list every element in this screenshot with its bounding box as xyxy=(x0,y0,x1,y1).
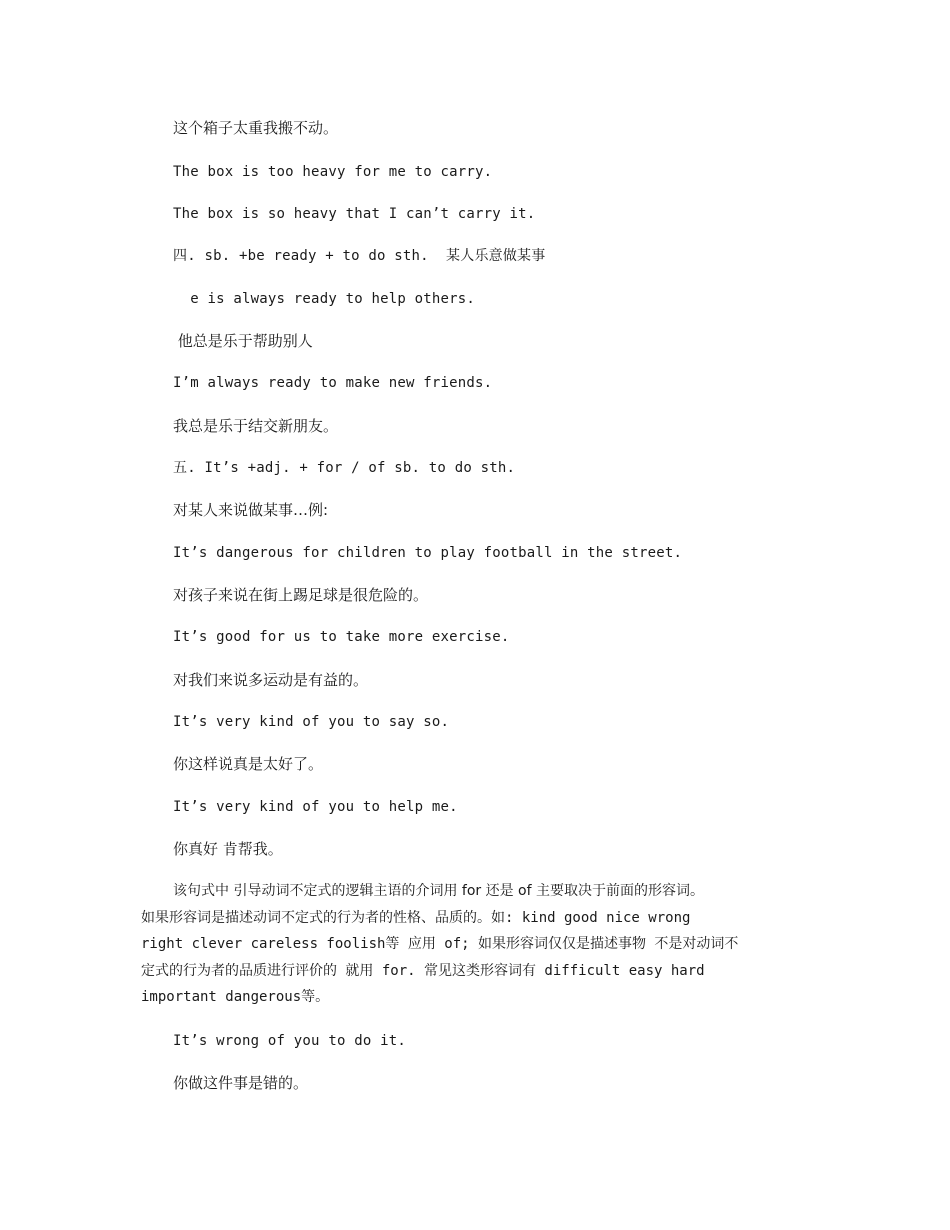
example-zh-dangerous: 对孩子来说在街上踢足球是很危险的。 xyxy=(173,586,429,604)
example-en-ready-1: e is always ready to help others. xyxy=(173,291,476,307)
example-en-wrong: It’s wrong of you to do it. xyxy=(173,1033,406,1049)
explanation-line-5: important dangerous等。 xyxy=(141,989,330,1005)
example-en-dangerous: It’s dangerous for children to play football in the street. xyxy=(173,545,683,561)
example-en-good: It’s good for us to take more exercise. xyxy=(173,629,510,645)
explanation-paragraph xyxy=(141,878,809,1011)
section-heading-4: 四. sb. +be ready + to do sth. 某人乐意做某事 xyxy=(173,248,546,264)
example-zh-ready-2: 我总是乐于结交新朋友。 xyxy=(173,417,339,435)
sentence-en-so-that: The box is so heavy that I can’t carry it. xyxy=(173,206,536,222)
section-5-meaning: 对某人来说做某事…例: xyxy=(173,501,329,519)
sentence-zh-box: 这个箱子太重我搬不动。 xyxy=(173,119,339,137)
example-en-kind-help: It’s very kind of you to help me. xyxy=(173,799,458,815)
example-zh-good: 对我们来说多运动是有益的。 xyxy=(173,671,369,689)
example-en-kind-say: It’s very kind of you to say so. xyxy=(173,714,450,730)
example-zh-ready-1: 他总是乐于帮助别人 xyxy=(173,332,313,350)
sentence-en-too: The box is too heavy for me to carry. xyxy=(173,164,493,180)
explanation-line-2: 如果形容词是描述动词不定式的行为者的性格、品质的。如: kind good nice wrong xyxy=(141,909,691,926)
explanation-line-3: right clever careless foolish等 应用 of; 如果形容词仅仅是描述事物 不是对动词不 xyxy=(141,936,739,952)
section-heading-5: 五. It’s +adj. + for / of sb. to do sth. xyxy=(173,460,516,476)
example-zh-kind-help: 你真好 肯帮我。 xyxy=(173,840,283,858)
explanation-line-4: 定式的行为者的品质进行评价的 就用 for. 常见这类形容词有 difficult easy hard xyxy=(141,962,705,979)
example-zh-kind-say: 你这样说真是太好了。 xyxy=(173,755,324,773)
example-en-ready-2: I’m always ready to make new friends. xyxy=(173,375,493,391)
explanation-line-1: 该句式中 引导动词不定式的逻辑主语的介词用 for 还是 of 主要取决于前面的形容词。 xyxy=(173,883,704,899)
example-zh-wrong: 你做这件事是错的。 xyxy=(173,1074,309,1092)
